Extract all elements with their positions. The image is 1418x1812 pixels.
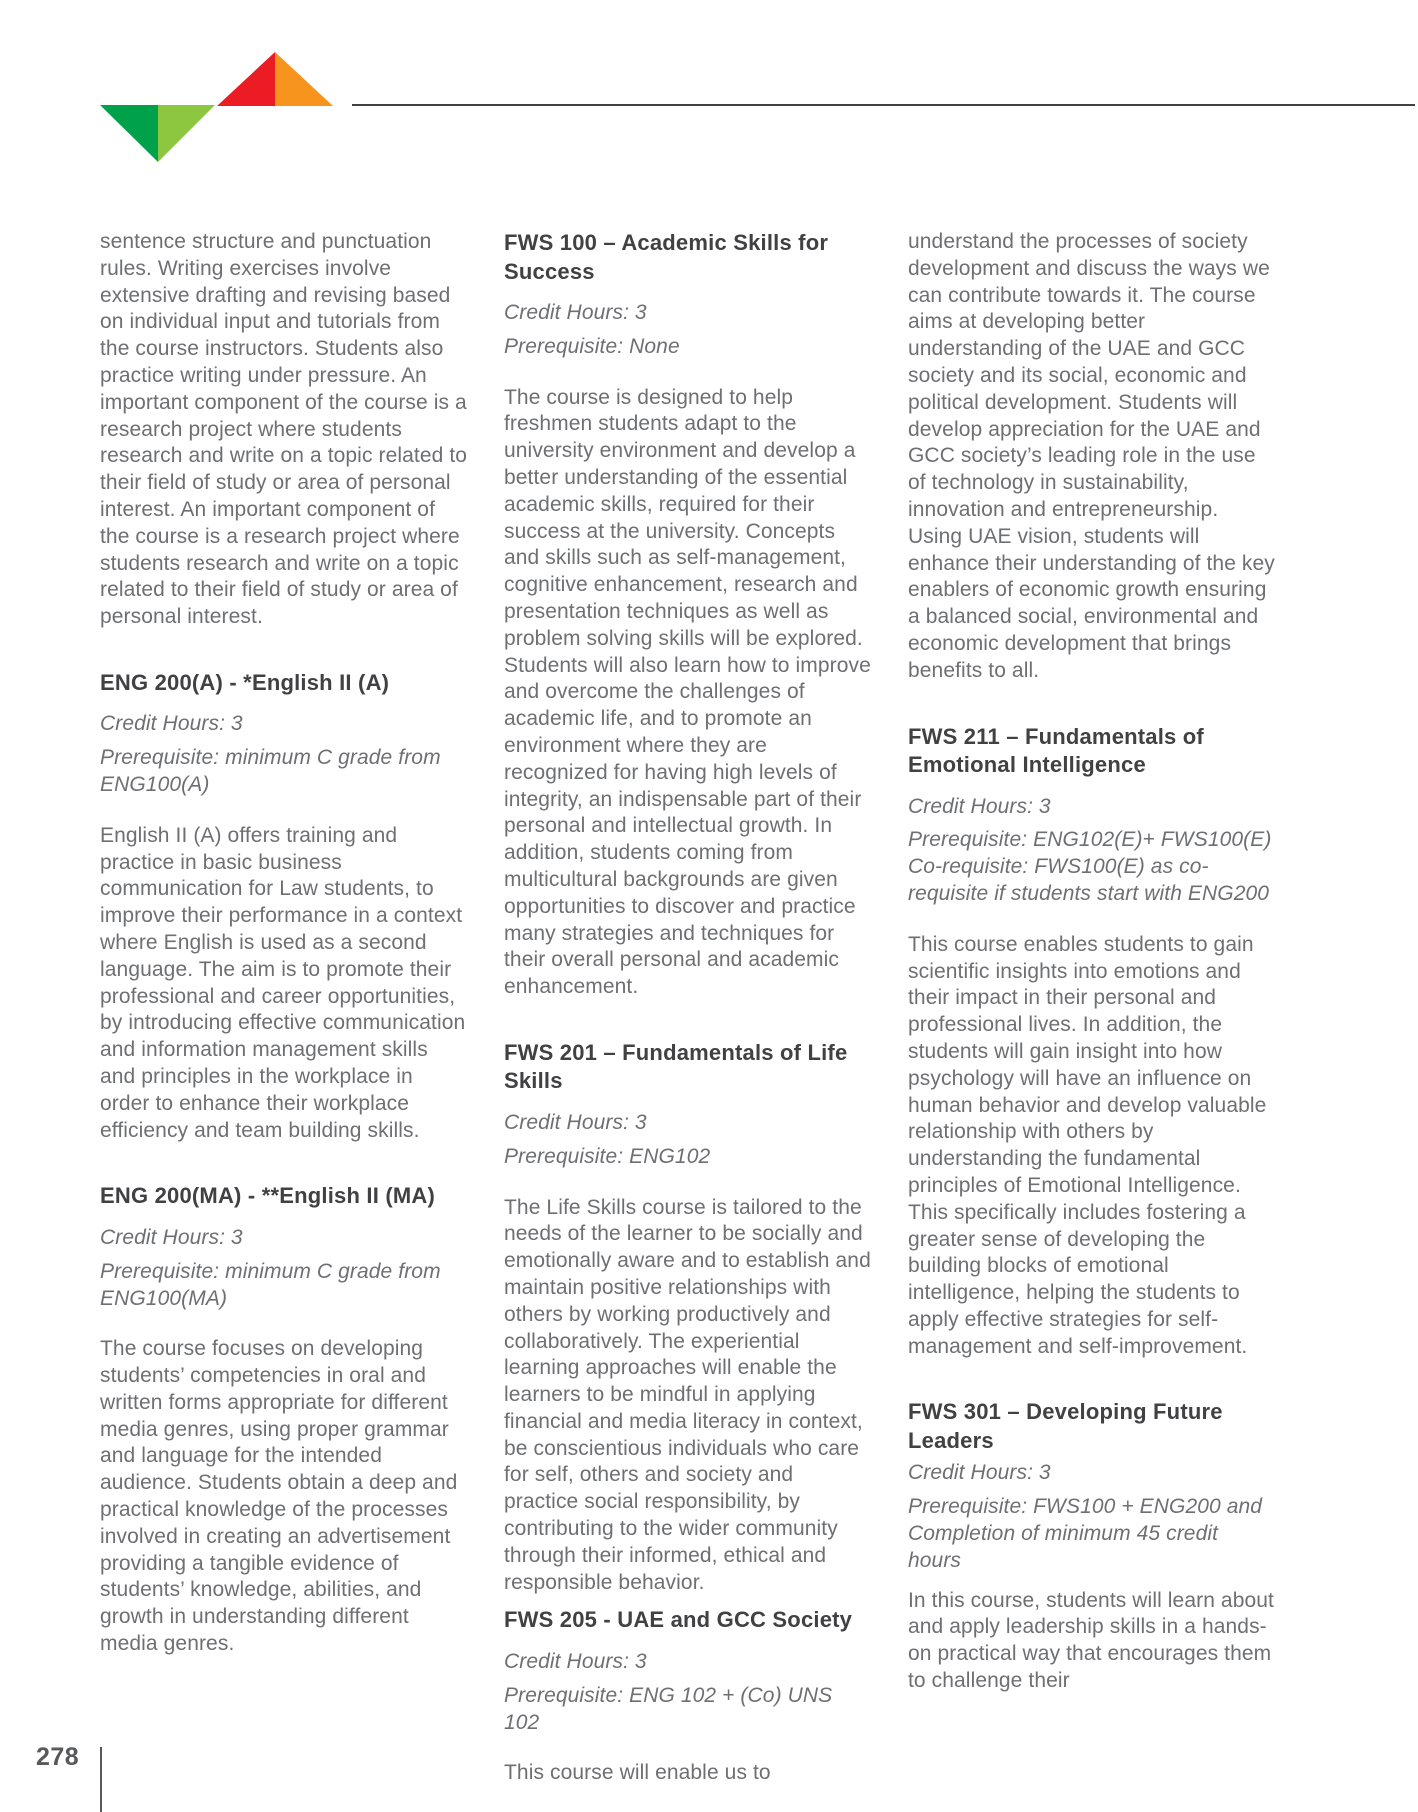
footer-rule <box>100 1747 102 1812</box>
course-title: FWS 205 - UAE and GCC Society <box>504 1607 853 1633</box>
course-section-fws205 <box>504 1606 872 1787</box>
prerequisite: Prerequisite: ENG102 <box>504 1144 711 1168</box>
course-text-continuation: sentence structure and punctuation rules. Writing exercises involve extensive drafting and revising based on individual input and tutorials from the course instructors. Students also practice writing under pressure. An important component of the course is a research project where students research and write on a topic related to their field of study or area of personal interest. An important component of the course is a research project where students research and write on a topic related to their field of study or area of personal interest. <box>100 230 468 629</box>
course-title: FWS 100 – Academic Skills for Success <box>504 230 829 284</box>
course-section-fws301 <box>908 1398 1276 1694</box>
course-title: ENG 200(MA) - **English II (MA) <box>100 1183 435 1209</box>
course-description: The Life Skills course is tailored to the needs of the learner to be socially and emotionally aware and to establish and maintain positive relationships with others by working productively and collaboratively. The experiential learning approaches will enable the learners to be mindful in applying financial and media literacy in context, be conscientious individuals who care for self, others and society and practice social responsibility, by contributing to the wider community through their informed, ethical and responsible behavior. <box>504 1195 871 1594</box>
course-section-eng200a <box>100 669 468 1144</box>
column-1 <box>100 0 468 1658</box>
course-title: FWS 211 – Fundamentals of Emotional Intelligence <box>908 723 1204 778</box>
course-section-fws201 <box>504 1039 872 1597</box>
course-title: ENG 200(A) - *English II (A) <box>100 669 390 695</box>
credit-hours: Credit Hours: 3 <box>908 794 1051 818</box>
course-description: In this course, students will learn about and apply leadership skills in a hands-on practical way that encourages them to challenge their <box>908 1588 1274 1693</box>
column-3 <box>908 0 1276 1695</box>
course-title: FWS 201 – Fundamentals of Life Skills <box>504 1039 848 1094</box>
prerequisite: Prerequisite: minimum C grade from ENG100(A) <box>100 746 441 797</box>
course-section-eng200ma <box>100 1182 468 1657</box>
credit-hours: Credit Hours: 3 <box>504 1110 647 1134</box>
course-description: English II (A) offers training and practice in basic business communication for Law students, to improve their performance in a context where English is used as a second language. The aim is to promote their professional and career opportunities, by introducing effective communication and information management skills and principles in the workplace in order to enhance their workplace efficiency and team building skills. <box>100 823 466 1142</box>
course-description: The course is designed to help freshmen students adapt to the university environment and develop a better understanding of the essential academic skills, required for their success at the university. Concepts and skills such as self-management, cognitive enhancement, research and presentation techniques as well as problem solving skills will be explored. Students will also learn how to improve and overcome the challenges of academic life, and to promote an environment where they are recognized for having high levels of integrity, an indispensable part of their personal and intellectual growth. In addition, students coming from multicultural backgrounds are given opportunities to discover and practice many strategies and techniques for their overall personal and academic enhancement. <box>504 385 871 999</box>
credit-hours: Credit Hours: 3 <box>100 712 243 736</box>
prerequisite: Prerequisite: ENG102(E)+ FWS100(E) Co-requisite: FWS100(E) as co-requisite if students start with ENG200 <box>908 828 1272 905</box>
page-number: 278 <box>36 1743 80 1771</box>
credit-hours: Credit Hours: 3 <box>504 301 647 324</box>
prerequisite: Prerequisite: FWS100 + ENG200 and Completion of minimum 45 credit hours <box>908 1495 1263 1572</box>
course-description: This course will enable us to <box>504 1761 771 1785</box>
column-2 <box>504 0 872 1787</box>
prerequisite: Prerequisite: ENG 102 + (Co) UNS 102 <box>504 1683 833 1734</box>
credit-hours: Credit Hours: 3 <box>100 1225 243 1249</box>
prerequisite: Prerequisite: minimum C grade from ENG100(MA) <box>100 1259 441 1310</box>
course-section-fws211 <box>908 723 1276 1361</box>
credit-hours: Credit Hours: 3 <box>504 1649 647 1673</box>
prerequisite: Prerequisite: None <box>504 334 680 358</box>
course-description: The course focuses on developing students’ competencies in oral and written forms appropriate for different media genres, using proper grammar and language for the intended audience. Students obtain a deep and practical knowledge of the processes involved in creating an advertisement providing a tangible evidence of students’ knowledge, abilities, and growth in understanding different media genres. <box>100 1337 458 1656</box>
course-description: This course enables students to gain scientific insights into emotions and their impact in their personal and professional lives. In addition, the students will gain insight into how psychology will have an influence on human behavior and develop valuable relationship with others by understanding the fundamental principles of Emotional Intelligence. This specifically includes fostering a greater sense of developing the building blocks of emotional intelligence, helping the students to apply effective strategies for self-management and self-improvement. <box>908 932 1267 1358</box>
course-section-fws100 <box>504 229 872 1001</box>
course-title: FWS 301 – Developing Future Leaders <box>908 1399 1223 1453</box>
credit-hours: Credit Hours: 3 <box>908 1461 1051 1485</box>
course-text-continuation: understand the processes of society development and discuss the ways we can contribute towards it. The course aims at developing better understanding of the UAE and GCC society and its social, economic and political development. Students will develop appreciation for the UAE and GCC society’s leading role in the use of technology in sustainability, innovation and entrepreneurship. Using UAE vision, students will enhance their understanding of the key enablers of economic growth ensuring a balanced social, environmental and economic development that brings benefits to all. <box>908 230 1275 682</box>
